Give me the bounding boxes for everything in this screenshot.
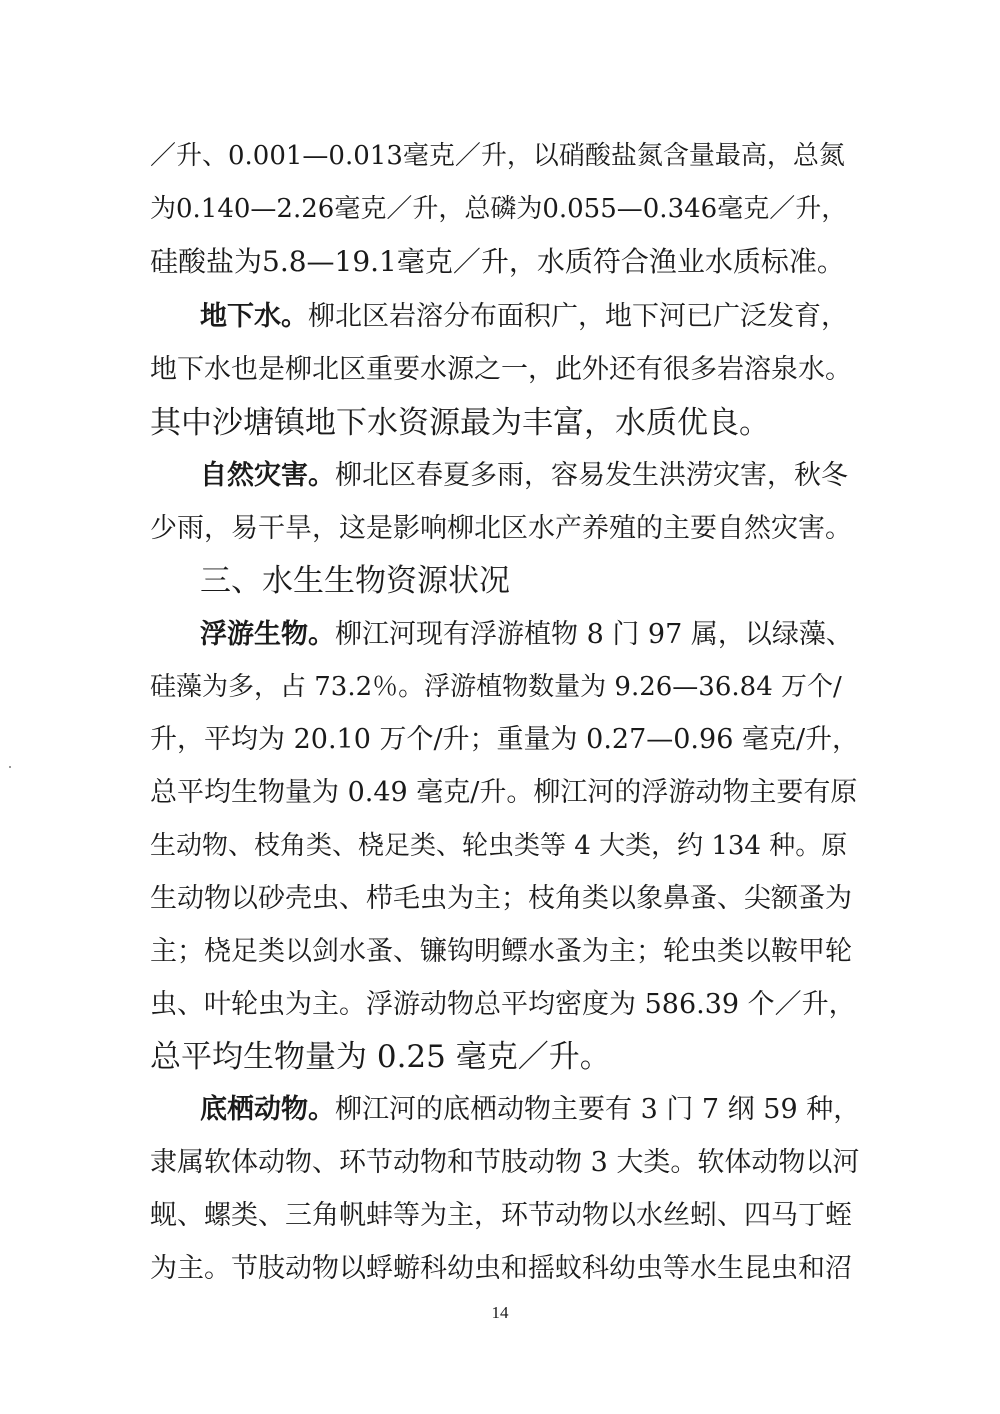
text-line: 总平均生物量为 0.49 毫克/升。柳江河的浮游动物主要有原 [150,777,858,808]
text-line: 少雨，易干旱，这是影响柳北区水产养殖的主要自然灾害。 [150,513,852,544]
heading-plankton: 浮游生物。 [200,619,335,650]
text-line: 硅酸盐为5.8—19.1毫克／升，水质符合渔业水质标准。 [150,245,845,278]
scan-speck [9,766,11,768]
text-span: 柳江河现有浮游植物 8 门 97 属，以绿藻、 [335,619,853,650]
text-line: 蚬、螺类、三角帆蚌等为主，环节动物以水丝蚓、四马丁蛭 [150,1200,852,1231]
text-line: 总平均生物量为 0.25 毫克／升。 [150,1039,611,1075]
text-line: ／升、0.001—0.013毫克／升，以硝酸盐氮含量最高，总氮 [150,141,845,171]
text-span: 柳江河的底栖动物主要有 3 门 7 纲 59 种， [335,1094,860,1125]
text-line: 隶属软体动物、环节动物和节肢动物 3 大类。软体动物以河 [150,1147,860,1178]
section-heading: 三、水生生物资源状况 [200,563,510,599]
text-line: 虫、叶轮虫为主。浮游动物总平均密度为 586.39 个／升， [150,989,856,1020]
heading-benthos: 底栖动物。 [200,1094,335,1125]
paragraph-disaster-first-line [200,456,860,496]
text-span: 柳北区春夏多雨，容易发生洪涝灾害，秋冬 [335,460,848,491]
text-line: 其中沙塘镇地下水资源最为丰富，水质优良。 [150,405,770,441]
text-line: 升，平均为 20.10 万个/升；重量为 0.27—0.96 毫克/升， [150,724,860,755]
page-number: 14 [491,1303,509,1322]
text-line: 主；桡足类以剑水蚤、镰钩明鳔水蚤为主；轮虫类以鞍甲轮 [150,936,852,967]
heading-disaster: 自然灾害。 [200,460,335,491]
text-line: 地下水也是柳北区重要水源之一，此外还有很多岩溶泉水。 [150,354,852,385]
text-line: 生动物、枝角类、桡足类、轮虫类等 4 大类，约 134 种。原 [150,831,848,861]
text-line: 生动物以砂壳虫、栉毛虫为主；枝角类以象鼻蚤、尖额蚤为 [150,883,852,914]
paragraph-plankton-first-line [200,615,860,655]
heading-groundwater: 地下水。 [200,301,308,332]
paragraph-groundwater-first-line [200,297,860,337]
text-line: 硅藻为多，占 73.2％。浮游植物数量为 9.26—36.84 万个/ [150,672,842,702]
text-line: 为主。节肢动物以蜉蝣科幼虫和摇蚊科幼虫等水生昆虫和沼 [150,1253,852,1284]
text-line: 为0.140—2.26毫克／升，总磷为0.055—0.346毫克／升， [150,194,848,224]
paragraph-benthos-first-line [200,1090,860,1130]
text-span: 柳北区岩溶分布面积广，地下河已广泛发育， [308,301,848,332]
